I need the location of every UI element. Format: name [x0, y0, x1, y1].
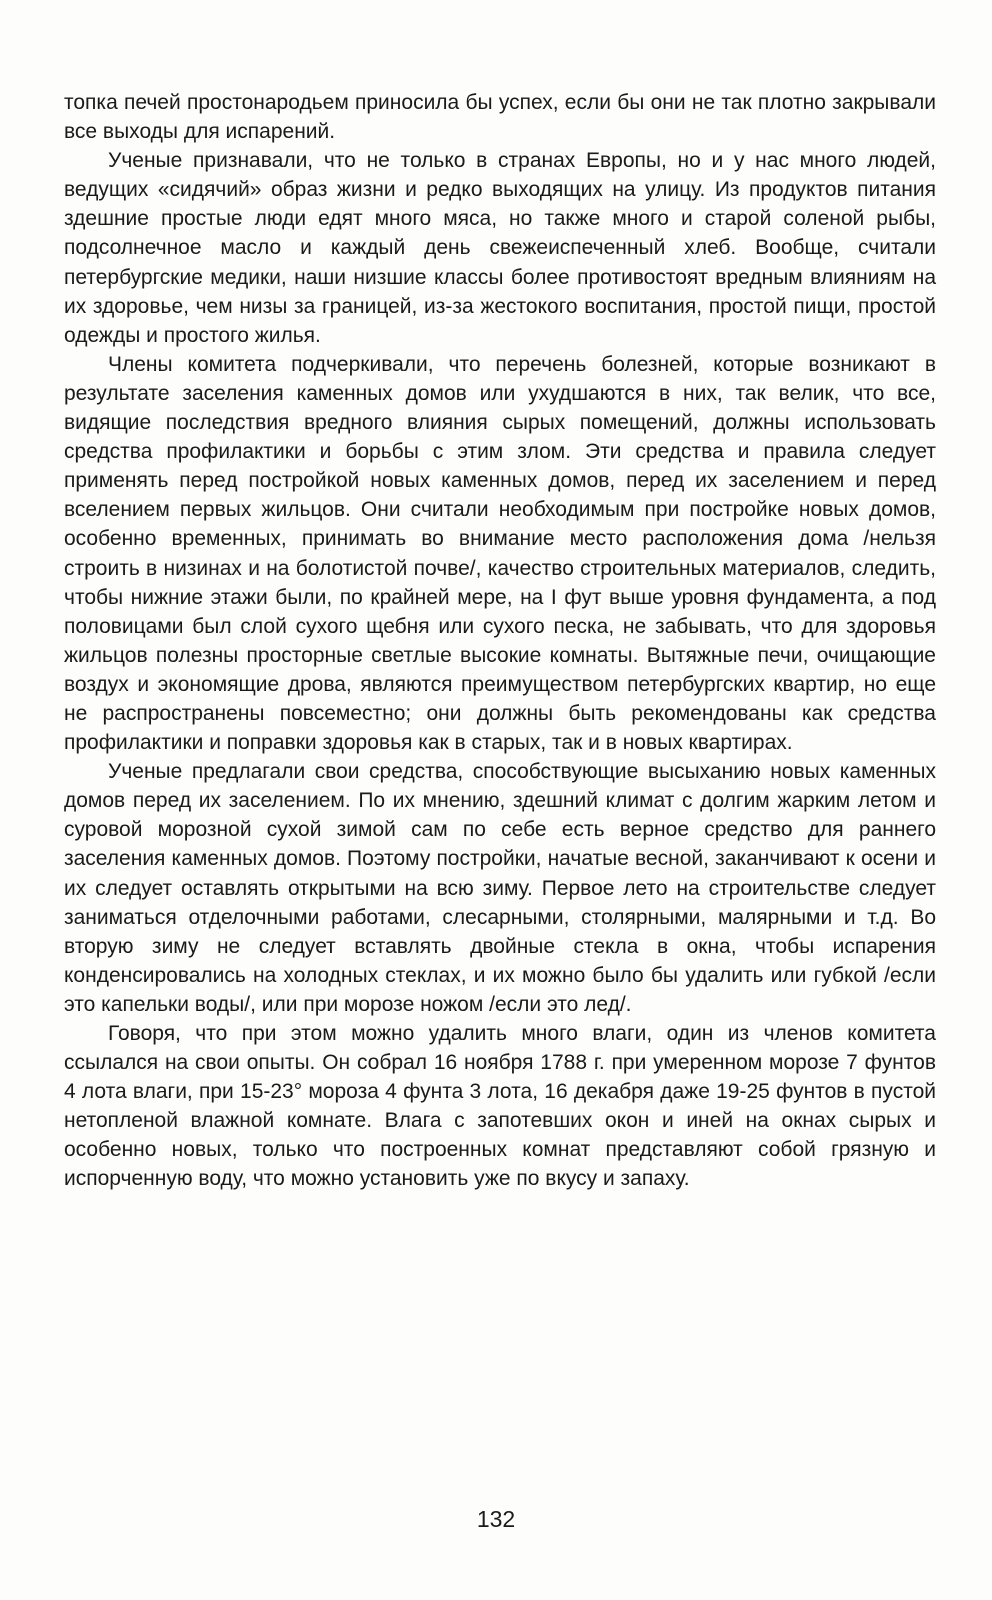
paragraph: Ученые предлагали свои средства, способствующие высыханию новых каменных домов перед их заселением. По их мнению, здешний климат с долгим жарким летом и суровой морозной сухой зимой сам по себе есть верное средство для раннего заселения каменных домов. Поэтому постройки, начатые весной, заканчивают к осени и их следует оставлять открытыми на всю зиму. Первое лето на строительстве следует заниматься отделочными работами, слесарными, столярными, малярными и т.д. Во вторую зиму не следует вставлять двойные стекла в окна, чтобы испарения конденсировались на холодных стеклах, и их можно было бы удалить или губкой /если это капельки воды/, или при морозе ножом /если это лед/.	[64, 760, 936, 1016]
paragraph-continuation: топка печей простонародьем приносила бы успех, если бы они не так плотно закрывали все выходы для испарений.	[64, 91, 936, 144]
body-text	[64, 88, 936, 1194]
paragraph: Говоря, что при этом можно удалить много влаги, один из членов комитета ссылался на свои опыты. Он собрал 16 ноября 1788 г. при умеренном морозе 7 фунтов 4 лота влаги, при 15-23° мороза 4 фунта 3 лота, 16 декабря даже 19-25 фунтов в пустой нетопленой влажной комнате. Влага с запотевших окон и иней на окнах сырых и особенно новых, только что построенных комнат представляют собой грязную и испорченную воду, что можно установить уже по вкусу и запаху.	[64, 1022, 936, 1191]
paragraph: Члены комитета подчеркивали, что перечень болезней, которые возникают в результате заселения каменных домов или ухудшаются в них, так велик, что все, видящие последствия вредного влияния сырых помещений, должны использовать средства профилактики и борьбы с этим злом. Эти средства и правила следует применять перед постройкой новых каменных домов, перед их заселением и перед вселением первых жильцов. Они считали необходимым при постройке новых домов, особенно временных, принимать во внимание место расположения дома /нельзя строить в низинах и на болотистой почве/, качество строительных материалов, следить, чтобы нижние этажи были, по крайней мере, на I фут выше уровня фундамента, а под половицами был слой сухого щебня или сухого песка, не забывать, что для здоровья жильцов полезны просторные светлые высокие комнаты. Вытяжные печи, очищающие воздух и экономящие дрова, являются преимуществом петербургских квартир, но еще не распространены повсеместно; они должны быть рекомендованы как средства профилактики и поправки здоровья как в старых, так и в новых квартирах.	[64, 352, 936, 755]
paragraph: Ученые признавали, что не только в странах Европы, но и у нас много людей, ведущих «сидячий» образ жизни и редко выходящих на улицу. Из продуктов питания здешние простые люди едят много мяса, но также много и старой соленой рыбы, подсолнечное масло и каждый день свежеиспеченный хлеб. Вообще, считали петербургские медики, наши низшие классы более противостоят вредным влияниям на их здоровье, чем низы за границей, из-за жестокого воспитания, простой пищи, простой одежды и простого жилья.	[64, 149, 936, 347]
page-number: 132	[476, 1506, 516, 1532]
